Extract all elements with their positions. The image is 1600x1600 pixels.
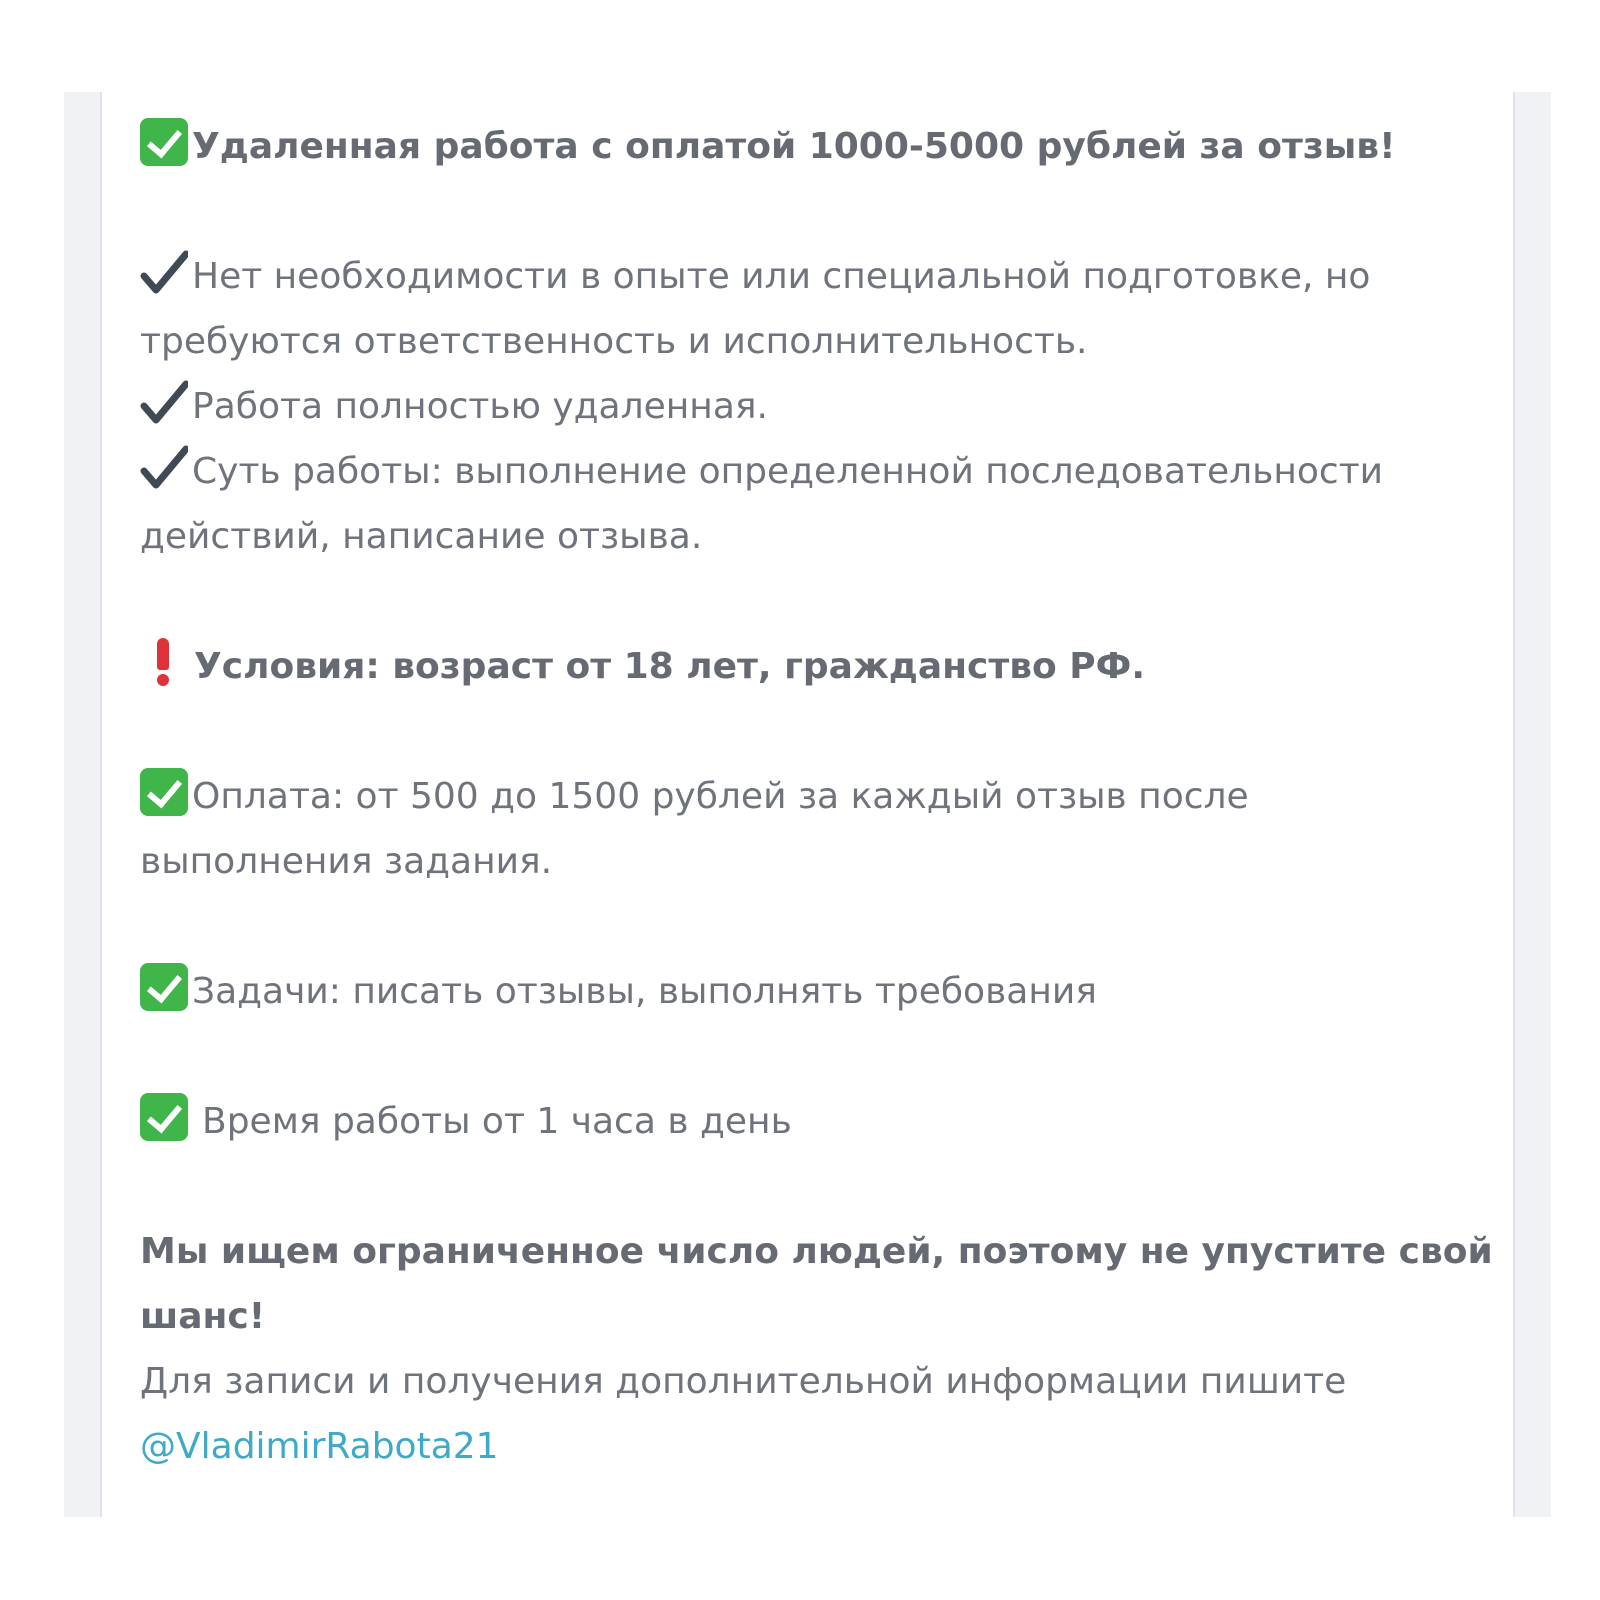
post-body [140,114,1510,1479]
feature-text: Нет необходимости в опыте или специальной подготовке, но [192,256,1371,297]
feature-item [140,374,1510,439]
feature-item [140,244,1510,309]
hours-paragraph [140,1089,1510,1154]
check-mark-button-icon [140,1093,188,1141]
call-to-action: Мы ищем ограниченное число людей, поэтому не упустите свой [140,1231,1493,1272]
right-side-strip [1513,92,1551,1517]
heavy-check-mark-icon [140,443,188,491]
check-mark-button-icon [140,118,188,166]
feature-text-continued: требуются ответственность и исполнительность. [140,321,1088,362]
left-side-strip [64,92,102,1517]
payment-text: Оплата: от 500 до 1500 рублей за каждый отзыв после [192,776,1249,817]
tasks-text: Задачи: писать отзывы, выполнять требования [192,971,1097,1012]
conditions-text: Условия: возраст от 18 лет, гражданство РФ. [194,646,1146,687]
check-mark-button-icon [140,963,188,1011]
headline-paragraph [140,114,1510,179]
feature-item [140,439,1510,504]
payment-paragraph [140,764,1510,894]
tasks-paragraph [140,959,1510,1024]
features-paragraph [140,244,1510,569]
contact-paragraph [140,1219,1510,1479]
conditions-paragraph [140,634,1510,699]
call-to-action-continued: шанс! [140,1296,266,1337]
payment-line [140,764,1510,829]
feature-text: Работа полностью удаленная. [192,386,768,427]
contact-text: Для записи и получения дополнительной информации пишите [140,1361,1347,1402]
red-exclamation-icon [140,636,188,686]
headline-text: Удаленная работа с оплатой 1000-5000 рублей за отзыв! [192,126,1396,167]
heavy-check-mark-icon [140,378,188,426]
heavy-check-mark-icon [140,248,188,296]
check-mark-button-icon [140,768,188,816]
feature-text-continued: действий, написание отзыва. [140,516,703,557]
post-card [102,92,1512,1517]
payment-text-continued: выполнения задания. [140,841,553,882]
contact-username-link[interactable]: @VladimirRabota21 [140,1426,499,1467]
hours-text: Время работы от 1 часа в день [202,1101,792,1142]
feature-text: Суть работы: выполнение определенной последовательности [192,451,1384,492]
